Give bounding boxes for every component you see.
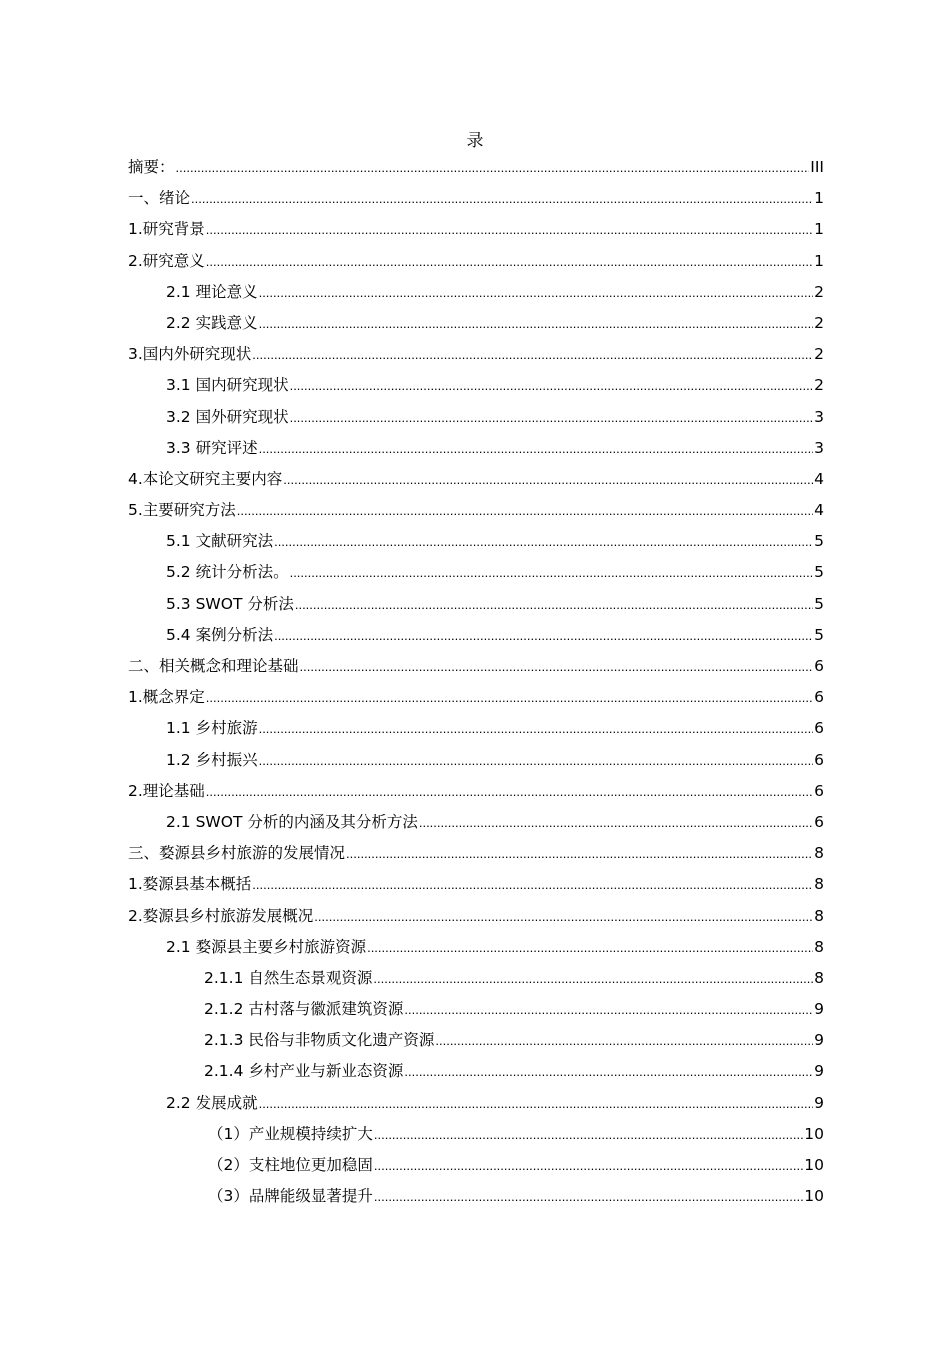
toc-dot-leader <box>300 651 814 682</box>
toc-dot-leader <box>419 807 813 838</box>
toc-dot-leader <box>373 963 813 994</box>
toc-entry[interactable] <box>128 214 824 245</box>
toc-entry-label: 2.1.4 乡村产业与新业态资源 <box>204 1062 404 1081</box>
toc-entry[interactable] <box>128 464 824 495</box>
toc-entry-page-number: 5 <box>814 625 824 644</box>
toc-entry[interactable] <box>128 1181 824 1212</box>
toc-entry-page-number: 2 <box>814 345 824 364</box>
toc-entry-page-number: 10 <box>804 1124 824 1143</box>
toc-entry-page-number: 8 <box>814 906 824 925</box>
toc-entry-page-number: 3 <box>814 407 824 426</box>
toc-entry-page-number: 6 <box>814 719 824 738</box>
toc-entry-label: 2.理论基础 <box>128 781 205 800</box>
toc-dot-leader <box>259 713 814 744</box>
toc-entry-label: 2.1 SWOT 分析的内涵及其分析方法 <box>166 812 418 831</box>
toc-entry[interactable] <box>128 589 824 620</box>
toc-entry[interactable] <box>128 869 824 900</box>
toc-entry[interactable] <box>128 838 824 869</box>
toc-entry-label: 3.国内外研究现状 <box>128 345 252 364</box>
toc-dot-leader <box>404 1056 813 1087</box>
toc-entry-label: 1.1 乡村旅游 <box>166 719 258 738</box>
toc-entry[interactable] <box>128 807 824 838</box>
toc-entry-page-number: 6 <box>814 781 824 800</box>
toc-entry-page-number: 2 <box>814 313 824 332</box>
toc-entry[interactable] <box>128 745 824 776</box>
toc-entry-label: 1.2 乡村振兴 <box>166 750 258 769</box>
toc-dot-leader <box>176 152 810 183</box>
toc-entry-page-number: 5 <box>814 532 824 551</box>
toc-dot-leader <box>259 1088 814 1119</box>
toc-entry-label: 1.婺源县基本概括 <box>128 875 252 894</box>
toc-entry[interactable] <box>128 1056 824 1087</box>
toc-dot-leader <box>290 557 814 588</box>
toc-dot-leader <box>283 464 813 495</box>
toc-entry-page-number: III <box>810 158 824 176</box>
toc-entry-label: 2.1 理论意义 <box>166 282 258 301</box>
toc-entry-label: 5.主要研究方法 <box>128 501 236 520</box>
toc-entry-label: 2.1 婺源县主要乡村旅游资源 <box>166 937 367 956</box>
toc-entry-page-number: 5 <box>814 563 824 582</box>
toc-entry-page-number: 3 <box>814 438 824 457</box>
toc-entry-page-number: 6 <box>814 812 824 831</box>
toc-entry-label: 3.3 研究评述 <box>166 438 258 457</box>
toc-dot-leader <box>206 776 813 807</box>
toc-entry[interactable] <box>128 557 824 588</box>
toc-dot-leader <box>290 402 814 433</box>
toc-entry-label: 2.2 实践意义 <box>166 313 258 332</box>
toc-dot-leader <box>346 838 813 869</box>
toc-entry[interactable] <box>128 277 824 308</box>
toc-entry-page-number: 1 <box>814 189 824 208</box>
toc-entry-page-number: 9 <box>814 1000 824 1019</box>
toc-entry[interactable] <box>128 246 824 277</box>
toc-entry-label: 2.1.1 自然生态景观资源 <box>204 968 373 987</box>
toc-dot-leader <box>259 433 814 464</box>
toc-entry-label: 一、绪论 <box>128 189 191 208</box>
toc-entry-page-number: 2 <box>814 376 824 395</box>
toc-entry-label: 3.2 国外研究现状 <box>166 407 289 426</box>
toc-entry[interactable] <box>128 1025 824 1056</box>
toc-entry-page-number: 9 <box>814 1093 824 1112</box>
toc-entry[interactable] <box>128 433 824 464</box>
toc-entry-label: 2.2 发展成就 <box>166 1093 258 1112</box>
toc-dot-leader <box>374 1181 803 1212</box>
toc-entry[interactable] <box>128 713 824 744</box>
toc-entry-page-number: 1 <box>814 251 824 270</box>
toc-entry[interactable] <box>128 620 824 651</box>
toc-entry[interactable] <box>128 402 824 433</box>
toc-entry-label: 5.4 案例分析法 <box>166 625 274 644</box>
toc-entry-page-number: 6 <box>814 688 824 707</box>
toc-entry[interactable] <box>128 776 824 807</box>
toc-dot-leader <box>274 526 813 557</box>
toc-dot-leader <box>252 339 813 370</box>
toc-dot-leader <box>206 246 813 277</box>
toc-entry-page-number: 9 <box>814 1031 824 1050</box>
toc-entry[interactable] <box>128 308 824 339</box>
toc-entry-page-number: 1 <box>814 220 824 239</box>
toc-entry[interactable] <box>128 339 824 370</box>
toc-entry[interactable] <box>128 495 824 526</box>
toc-entry-label: 3.1 国内研究现状 <box>166 376 289 395</box>
toc-entry[interactable] <box>128 651 824 682</box>
toc-dot-leader <box>274 620 813 651</box>
toc-entry-label: 4.本论文研究主要内容 <box>128 469 283 488</box>
toc-entry-label: 2.婺源县乡村旅游发展概况 <box>128 906 314 925</box>
toc-entry-label: 1.概念界定 <box>128 688 205 707</box>
toc-entry-label: 2.1.3 民俗与非物质文化遗产资源 <box>204 1031 435 1050</box>
toc-entry-label: 三、婺源县乡村旅游的发展情况 <box>128 844 346 863</box>
toc-entry-page-number: 6 <box>814 657 824 675</box>
toc-entry-label: （2）支柱地位更加稳固 <box>208 1156 373 1174</box>
toc-entry[interactable] <box>128 901 824 932</box>
toc-dot-leader <box>290 370 814 401</box>
toc-entry[interactable] <box>128 682 824 713</box>
toc-entry-label: 二、相关概念和理论基础 <box>128 657 299 675</box>
toc-entry[interactable] <box>128 963 824 994</box>
toc-entry-label: 2.1.2 古村落与徽派建筑资源 <box>204 1000 404 1019</box>
toc-dot-leader <box>314 901 813 932</box>
toc-entry-label: 5.3 SWOT 分析法 <box>166 594 294 613</box>
toc-dot-leader <box>259 277 814 308</box>
toc-dot-leader <box>237 495 813 526</box>
toc-entry-page-number: 9 <box>814 1062 824 1081</box>
toc-entry-label: 摘要： <box>128 158 175 176</box>
toc-entry-page-number: 8 <box>814 875 824 894</box>
toc-entry[interactable] <box>128 370 824 401</box>
toc-entry-label: 1.研究背景 <box>128 220 205 239</box>
toc-entry[interactable] <box>128 1150 824 1181</box>
toc-dot-leader <box>259 308 814 339</box>
toc-entry-label: （1）产业规模持续扩大 <box>208 1124 373 1143</box>
toc-dot-leader <box>191 183 813 214</box>
toc-entry[interactable] <box>128 183 824 214</box>
toc-entry[interactable] <box>128 1088 824 1119</box>
toc-dot-leader <box>374 1150 803 1181</box>
toc-entry[interactable] <box>128 1119 824 1150</box>
toc-entry[interactable] <box>128 526 824 557</box>
toc-dot-leader <box>435 1025 813 1056</box>
table-of-contents <box>128 152 824 1212</box>
toc-entry-page-number: 6 <box>814 750 824 769</box>
toc-entry-page-number: 10 <box>804 1187 824 1206</box>
toc-dot-leader <box>259 745 814 776</box>
toc-entry[interactable] <box>128 152 824 183</box>
toc-entry-label: （3）品牌能级显著提升 <box>208 1187 373 1206</box>
toc-entry-page-number: 10 <box>804 1156 824 1174</box>
toc-entry-page-number: 8 <box>814 937 824 956</box>
toc-entry-page-number: 8 <box>814 844 824 863</box>
toc-entry-page-number: 5 <box>814 594 824 613</box>
toc-dot-leader <box>374 1119 803 1150</box>
toc-entry-page-number: 4 <box>814 501 824 520</box>
toc-title: 录 <box>466 131 484 151</box>
toc-entry-page-number: 8 <box>814 968 824 987</box>
toc-entry-page-number: 4 <box>814 469 824 488</box>
toc-dot-leader <box>206 214 813 245</box>
toc-entry[interactable] <box>128 932 824 963</box>
toc-entry-page-number: 2 <box>814 282 824 301</box>
toc-dot-leader <box>367 932 813 963</box>
toc-entry-label: 5.1 文献研究法 <box>166 532 274 551</box>
toc-dot-leader <box>295 589 813 620</box>
toc-dot-leader <box>206 682 813 713</box>
toc-entry-label: 5.2 统计分析法。 <box>166 563 289 582</box>
toc-entry-label: 2.研究意义 <box>128 251 205 270</box>
toc-dot-leader <box>404 994 813 1025</box>
toc-entry[interactable] <box>128 994 824 1025</box>
toc-dot-leader <box>252 869 813 900</box>
